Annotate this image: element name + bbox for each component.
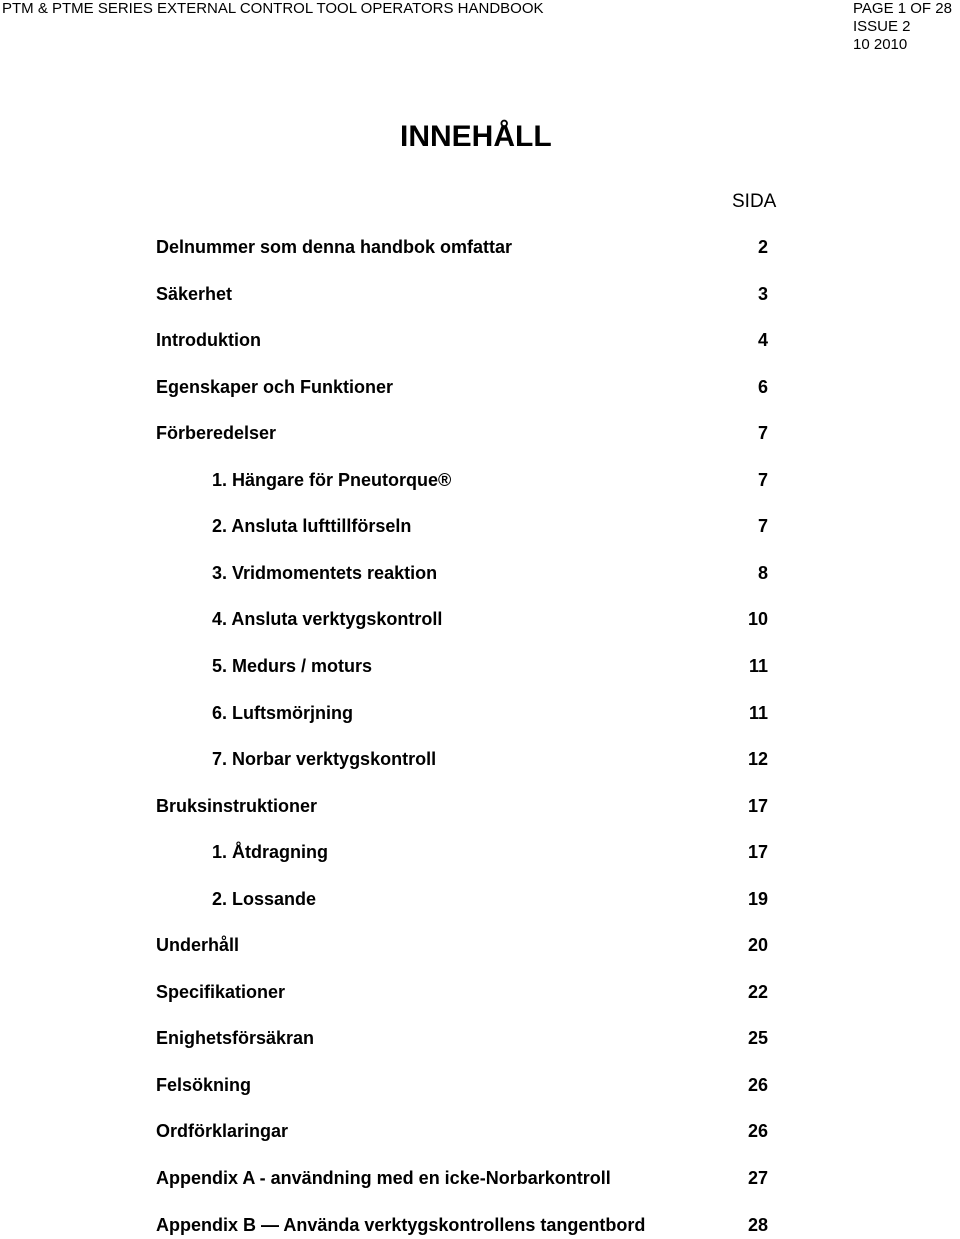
issue-number: ISSUE 2 (853, 18, 911, 35)
toc-entry[interactable] (0, 330, 960, 354)
page-column-label: SIDA (732, 191, 777, 212)
toc-entry[interactable] (0, 842, 960, 866)
toc-entry-page: 7 (757, 423, 768, 443)
toc-entry[interactable] (0, 982, 960, 1006)
toc-entry-page: 6 (757, 377, 768, 397)
toc-entry-page: 26 (747, 1121, 768, 1141)
toc-entry[interactable] (0, 609, 960, 633)
toc-entry-label: 4. Ansluta verktygskontroll (212, 609, 443, 629)
toc-entry-page: 20 (747, 935, 768, 955)
toc-entry-label: Introduktion (156, 330, 261, 350)
document-header-title: PTM & PTME SERIES EXTERNAL CONTROL TOOL OPERATORS HANDBOOK (2, 0, 544, 17)
issue-date: 10 2010 (853, 36, 908, 53)
toc-entry-page: 17 (747, 842, 768, 862)
toc-entry-label: Delnummer som denna handbok omfattar (156, 237, 513, 257)
toc-entry-page: 7 (757, 470, 768, 490)
toc-entry-page: 22 (747, 982, 768, 1002)
page-info (853, 0, 952, 54)
page-number: PAGE 1 OF 28 (853, 0, 952, 17)
toc-entry-page: 11 (748, 656, 768, 676)
toc-entry[interactable] (0, 749, 960, 773)
toc-entry[interactable] (0, 237, 960, 261)
toc-entry[interactable] (0, 516, 960, 540)
toc-entry-page: 4 (757, 330, 768, 350)
toc-entry-label: 7. Norbar verktygskontroll (212, 749, 437, 769)
toc-entry-page: 2 (757, 237, 768, 257)
toc-entry-page: 10 (747, 609, 768, 629)
toc-entry-page: 8 (757, 563, 768, 583)
toc-entry-page: 26 (747, 1075, 768, 1095)
toc-entry[interactable] (0, 284, 960, 308)
toc-entry-page: 7 (757, 516, 768, 536)
toc-entry-label: 2. Lossande (212, 889, 317, 909)
toc-entry-page: 12 (747, 749, 768, 769)
toc-entry-label: Felsökning (156, 1075, 252, 1095)
toc-entry-page: 3 (757, 284, 768, 304)
toc-entry-label: 3. Vridmomentets reaktion (212, 563, 438, 583)
toc-entry[interactable] (0, 656, 960, 680)
toc-entry-page: 27 (747, 1168, 768, 1188)
toc-entry[interactable] (0, 563, 960, 587)
toc-entry-page: 19 (747, 889, 768, 909)
toc-entry-label: 1. Hängare för Pneutorque® (212, 470, 452, 490)
toc-entry[interactable] (0, 470, 960, 494)
toc-entry[interactable] (0, 889, 960, 913)
toc-entry-label: Appendix B — Använda verktygskontrollens tangentbord (156, 1215, 646, 1235)
toc-entry-page: 28 (747, 1215, 768, 1235)
toc-entry[interactable] (0, 935, 960, 959)
toc-entry[interactable] (0, 796, 960, 820)
toc-entry-label: 5. Medurs / moturs (212, 656, 373, 676)
toc-entry[interactable] (0, 1168, 960, 1192)
toc-entry[interactable] (0, 1028, 960, 1052)
toc-entry-label: Säkerhet (156, 284, 233, 304)
toc-entry-label: Egenskaper och Funktioner (156, 377, 394, 397)
toc-entry-label: Underhåll (156, 935, 240, 955)
page-title: INNEHÅLL (400, 120, 552, 153)
toc-entry-label: Förberedelser (156, 423, 277, 443)
toc-entry-label: Bruksinstruktioner (156, 796, 318, 816)
toc-entry[interactable] (0, 423, 960, 447)
toc-entry-label: Appendix A - användning med en icke-Norbarkontroll (156, 1168, 611, 1188)
toc-entry-label: 6. Luftsmörjning (212, 703, 353, 723)
toc-entry[interactable] (0, 1215, 960, 1239)
toc-entry-page: 25 (747, 1028, 768, 1048)
toc-entry-page: 11 (748, 703, 768, 723)
toc-entry-page: 17 (747, 796, 768, 816)
toc-entry[interactable] (0, 1075, 960, 1099)
toc-entry-label: 1. Åtdragning (212, 842, 328, 862)
toc-entry-label: Specifikationer (156, 982, 286, 1002)
toc-entry-label: 2. Ansluta lufttillförseln (212, 516, 412, 536)
toc-entry-label: Ordförklaringar (156, 1121, 289, 1141)
toc-entry[interactable] (0, 377, 960, 401)
toc-entry-label: Enighetsförsäkran (156, 1028, 315, 1048)
toc-entry[interactable] (0, 703, 960, 727)
toc-entry[interactable] (0, 1121, 960, 1145)
